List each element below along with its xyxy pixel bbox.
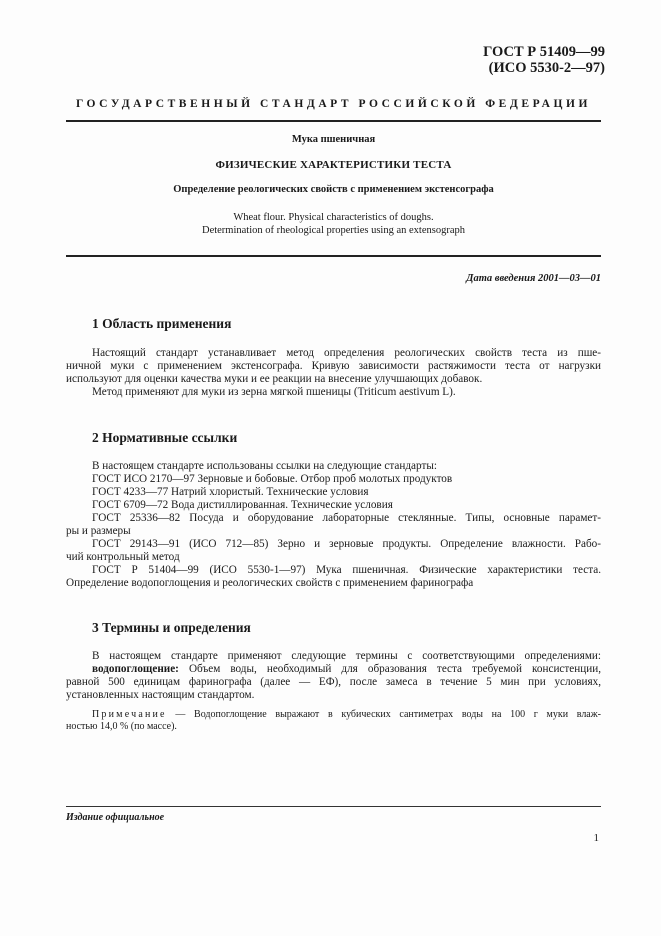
paragraph-line: В настоящем стандарте использованы ссылки на следующие стандарты: <box>92 460 437 472</box>
definition-line: равной 500 единицам фаринографа (далее — ЕФ), после замеса в течение 5 мин при условиях, <box>66 676 601 688</box>
document-code <box>483 44 605 76</box>
paragraph-line: Метод применяют для муки из зерна мягкой пшеницы (Triticum aestivum L). <box>92 386 456 398</box>
definition-line: установленных настоящим стандартом. <box>66 689 255 701</box>
reference-item: ГОСТ 29143—91 (ИСО 712—85) Зерно и зерновые продукты. Определение влажности. Рабо- <box>92 538 601 550</box>
section-title: 2 Нормативные ссылки <box>92 430 238 445</box>
official-edition-label: Издание официальное <box>66 812 165 823</box>
reference-item: ГОСТ 4233—77 Натрий хлористый. Технические условия <box>92 486 369 498</box>
introduction-date: Дата введения 2001—03—01 <box>466 273 601 284</box>
reference-item: ГОСТ Р 51404—99 (ИСО 5530-1—97) Мука пшеничная. Физические характеристики теста. <box>92 564 601 576</box>
title-divider <box>66 255 601 257</box>
gost-code: ГОСТ Р 51409—99 <box>483 44 605 60</box>
standard-title: ГОСУДАРСТВЕННЫЙ СТАНДАРТ РОССИЙСКОЙ ФЕДЕРАЦИИ <box>75 98 592 110</box>
footer-divider <box>66 806 601 807</box>
section-title: 1 Область применения <box>92 316 232 331</box>
reference-item: ры и размеры <box>66 525 131 537</box>
note-label: Примечание <box>92 709 167 720</box>
reference-item: чий контрольный метод <box>66 551 180 563</box>
reference-item: ГОСТ 25336—82 Посуда и оборудование лабораторные стеклянные. Типы, основные парамет- <box>92 512 601 524</box>
english-title-line: Determination of rheological properties using an extensograph <box>201 225 465 236</box>
paragraph-line: ничной муки с применением экстенсографа. Кривую зависимости растяжимости теста от нагрузки <box>66 360 601 372</box>
reference-item: ГОСТ 6709—72 Вода дистиллированная. Технические условия <box>92 499 393 511</box>
term-definition-line <box>92 663 601 676</box>
document-subheading: Определение реологических свойств с применением экстенсографа <box>173 184 494 195</box>
document-heading: ФИЗИЧЕСКИЕ ХАРАКТЕРИСТИКИ ТЕСТА <box>215 159 452 171</box>
term: водопоглощение: <box>92 663 179 675</box>
iso-code: (ИСО 5530-2—97) <box>488 60 605 76</box>
note-line: ностью 14,0 % (по массе). <box>66 721 177 732</box>
reference-item: Определение водопоглощения и реологических свойств с применением фаринографа <box>66 577 474 589</box>
reference-item: ГОСТ ИСО 2170—97 Зерновые и бобовые. Отбор проб молотых продуктов <box>92 473 453 485</box>
page-number: 1 <box>593 832 599 844</box>
paragraph-line: В настоящем стандарте применяют следующие термины с соответствующими определениями: <box>92 650 601 662</box>
english-title-line: Wheat flour. Physical characteristics of doughs. <box>233 212 434 223</box>
note-text: — Водопоглощение выражают в кубических сантиметрах воды на 100 г муки влаж- <box>166 709 601 720</box>
paragraph-line: используют для оценки качества муки и ее реакции на внесение улучшающих добавок. <box>66 373 483 385</box>
section-title: 3 Термины и определения <box>92 620 251 635</box>
document-name: Мука пшеничная <box>291 134 376 145</box>
definition: Объем воды, необходимый для образования теста требуемой консистенции, <box>178 663 601 675</box>
header-divider <box>66 120 601 124</box>
paragraph-line: Настоящий стандарт устанавливает метод определения реологических свойств теста из пше- <box>92 347 601 359</box>
